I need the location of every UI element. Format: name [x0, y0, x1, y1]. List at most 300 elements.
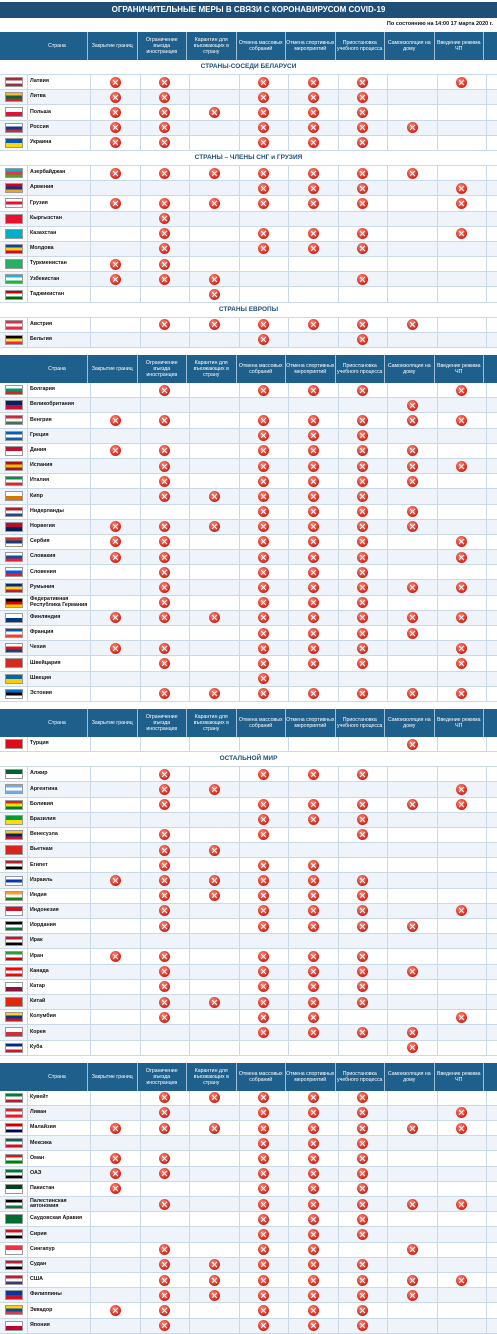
measure-cell: [339, 782, 389, 796]
measure-x-icon: [258, 582, 269, 593]
measure-cell: [388, 965, 438, 979]
measure-x-icon: [258, 1027, 269, 1038]
measure-cell: [240, 565, 290, 579]
country-name: Бразилия: [28, 813, 91, 827]
measure-cell: [141, 995, 191, 1009]
table-row: [0, 474, 497, 489]
measure-cell: [289, 580, 339, 594]
measure-x-icon: [357, 688, 368, 699]
measure-x-icon: [357, 582, 368, 593]
measure-cell: [339, 641, 389, 655]
measure-cell: [240, 580, 290, 594]
measure-x-icon: [357, 643, 368, 654]
table-row: [0, 257, 497, 272]
measure-cell: [190, 1010, 240, 1024]
measure-cell: [388, 1091, 438, 1105]
flag-cell: [0, 1227, 28, 1241]
country-name: Словакия: [28, 550, 91, 564]
measure-x-icon: [209, 274, 220, 285]
flag-icon: [5, 507, 23, 517]
measure-x-icon: [456, 688, 467, 699]
measure-cell: [289, 90, 339, 104]
flag-cell: [0, 843, 28, 857]
measure-cell: [91, 1121, 141, 1135]
measure-cell: [141, 1106, 191, 1120]
country-name: Катар: [28, 980, 91, 994]
measure-cell: [240, 611, 290, 625]
measure-cell: [190, 904, 240, 918]
measure-x-icon: [159, 845, 170, 856]
measure-cell: [289, 626, 339, 640]
measure-x-icon: [258, 183, 269, 194]
table-row: [0, 858, 497, 873]
measure-x-icon: [258, 860, 269, 871]
flag-cell: [0, 1288, 28, 1302]
measure-x-icon: [159, 552, 170, 563]
section-title: СТРАНЫ – ЧЛЕНЫ СНГ и ГРУЗИЯ: [0, 151, 497, 166]
measure-cell: [289, 565, 339, 579]
measure-x-icon: [258, 334, 269, 345]
measure-cell: [190, 212, 240, 226]
measure-x-icon: [357, 198, 368, 209]
flag-icon: [5, 643, 23, 653]
measure-cell: [240, 949, 290, 963]
flag-icon: [5, 107, 23, 117]
measure-x-icon: [209, 1123, 220, 1134]
table-row: [0, 550, 497, 565]
measure-cell: [190, 687, 240, 701]
measure-cell: [91, 1041, 141, 1055]
measure-x-icon: [407, 319, 418, 330]
measure-cell: [388, 242, 438, 256]
measure-cell: [190, 489, 240, 503]
measure-x-icon: [308, 1244, 319, 1255]
measure-cell: [438, 798, 488, 812]
measure-cell: [240, 105, 290, 119]
measure-cell: [438, 1151, 488, 1165]
flag-cell: [0, 489, 28, 503]
measure-cell: [91, 641, 141, 655]
measure-cell: [438, 550, 488, 564]
measure-cell: [141, 1182, 191, 1196]
header-country: Страна: [27, 355, 88, 383]
measure-x-icon: [308, 122, 319, 133]
measure-x-icon: [159, 461, 170, 472]
measure-cell: [438, 1258, 488, 1272]
country-name: Италия: [28, 474, 91, 488]
measure-cell: [388, 1121, 438, 1135]
table-row: [0, 843, 497, 858]
country-name: Пакистан: [28, 1182, 91, 1196]
flag-icon: [5, 1154, 23, 1164]
measure-x-icon: [357, 228, 368, 239]
country-name: Турция: [28, 737, 91, 751]
measure-x-icon: [407, 1199, 418, 1210]
measure-x-icon: [308, 814, 319, 825]
flag-icon: [5, 845, 23, 855]
measure-x-icon: [308, 1138, 319, 1149]
measure-x-icon: [456, 385, 467, 396]
table-header: [0, 354, 497, 383]
measure-cell: [388, 444, 438, 458]
country-name: Россия: [28, 121, 91, 135]
measure-cell: [91, 242, 141, 256]
header-col-6: Самоизоляция на дому: [385, 1063, 435, 1091]
measure-x-icon: [159, 274, 170, 285]
measure-cell: [190, 121, 240, 135]
table-row: [0, 889, 497, 904]
measure-x-icon: [159, 966, 170, 977]
measure-x-icon: [357, 628, 368, 639]
table-row: [0, 1319, 497, 1334]
measure-x-icon: [357, 567, 368, 578]
flag-cell: [0, 257, 28, 271]
measure-cell: [240, 1091, 290, 1105]
flag-cell: [0, 672, 28, 686]
measure-x-icon: [110, 1183, 121, 1194]
flag-cell: [0, 550, 28, 564]
measure-cell: [388, 333, 438, 347]
measure-cell: [388, 121, 438, 135]
measure-x-icon: [258, 506, 269, 517]
table-row: [0, 242, 497, 257]
measure-cell: [141, 429, 191, 443]
table-row: [0, 505, 497, 520]
measure-cell: [141, 1041, 191, 1055]
measure-x-icon: [407, 445, 418, 456]
measure-x-icon: [407, 966, 418, 977]
measure-x-icon: [357, 1320, 368, 1331]
country-name: Малайзия: [28, 1121, 91, 1135]
measure-cell: [190, 1212, 240, 1226]
measure-x-icon: [159, 228, 170, 239]
flag-icon: [5, 198, 23, 208]
measure-cell: [289, 136, 339, 150]
header-flag-cell: [0, 355, 27, 383]
measure-cell: [91, 489, 141, 503]
measure-cell: [289, 641, 339, 655]
flag-icon: [5, 1214, 23, 1224]
measure-cell: [141, 767, 191, 781]
flag-cell: [0, 626, 28, 640]
flag-cell: [0, 1182, 28, 1196]
measure-cell: [141, 565, 191, 579]
measure-cell: [388, 1243, 438, 1257]
country-name: Алжир: [28, 767, 91, 781]
measure-cell: [388, 782, 438, 796]
measure-cell: [388, 474, 438, 488]
measure-x-icon: [159, 981, 170, 992]
flag-cell: [0, 212, 28, 226]
measure-cell: [438, 813, 488, 827]
measure-cell: [240, 1319, 290, 1333]
measure-cell: [289, 687, 339, 701]
measure-cell: [388, 520, 438, 534]
measure-cell: [91, 767, 141, 781]
measure-cell: [240, 1182, 290, 1196]
measure-cell: [388, 580, 438, 594]
measure-cell: [339, 1288, 389, 1302]
measure-cell: [339, 1025, 389, 1039]
measure-cell: [339, 1303, 389, 1317]
measure-x-icon: [159, 1092, 170, 1103]
table-row: [0, 318, 497, 333]
measure-cell: [339, 965, 389, 979]
table-row: [0, 949, 497, 964]
table-row: [0, 1243, 497, 1258]
flag-cell: [0, 1121, 28, 1135]
measure-cell: [388, 1273, 438, 1287]
measure-cell: [91, 520, 141, 534]
measure-cell: [438, 333, 488, 347]
measure-cell: [240, 1288, 290, 1302]
measure-cell: [190, 813, 240, 827]
measure-cell: [438, 1182, 488, 1196]
measure-cell: [289, 919, 339, 933]
measure-cell: [289, 949, 339, 963]
measure-x-icon: [209, 1092, 220, 1103]
measure-cell: [339, 980, 389, 994]
measure-cell: [190, 949, 240, 963]
country-name: Куба: [28, 1041, 91, 1055]
measure-cell: [91, 1273, 141, 1287]
measure-x-icon: [159, 688, 170, 699]
flag-cell: [0, 1167, 28, 1181]
measure-cell: [141, 1197, 191, 1211]
measure-cell: [91, 1212, 141, 1226]
measure-cell: [289, 505, 339, 519]
measure-cell: [388, 737, 438, 751]
measure-x-icon: [110, 951, 121, 962]
flag-cell: [0, 121, 28, 135]
measure-cell: [91, 459, 141, 473]
measure-cell: [91, 626, 141, 640]
measure-cell: [141, 272, 191, 286]
measure-x-icon: [258, 1183, 269, 1194]
measure-x-icon: [357, 981, 368, 992]
flag-icon: [5, 921, 23, 931]
measure-x-icon: [159, 997, 170, 1008]
measure-x-icon: [258, 1320, 269, 1331]
row-group: [0, 1091, 497, 1334]
measure-cell: [190, 1167, 240, 1181]
country-name: Мексика: [28, 1136, 91, 1150]
measure-cell: [339, 1041, 389, 1055]
country-name: Саудовская Аравия: [28, 1212, 91, 1226]
measure-cell: [339, 1273, 389, 1287]
measure-x-icon: [456, 1275, 467, 1286]
measure-cell: [190, 965, 240, 979]
flag-cell: [0, 596, 28, 610]
measure-cell: [438, 1243, 488, 1257]
flag-cell: [0, 565, 28, 579]
measure-cell: [141, 1121, 191, 1135]
measure-cell: [388, 1197, 438, 1211]
measure-x-icon: [308, 319, 319, 330]
measure-x-icon: [308, 198, 319, 209]
measure-x-icon: [456, 658, 467, 669]
measure-cell: [141, 287, 191, 301]
flag-icon: [5, 674, 23, 684]
measure-cell: [289, 1258, 339, 1272]
table-row: [0, 1288, 497, 1303]
measure-cell: [141, 535, 191, 549]
measure-x-icon: [357, 1229, 368, 1240]
measure-cell: [141, 550, 191, 564]
measure-cell: [190, 474, 240, 488]
measure-cell: [339, 995, 389, 1009]
measure-x-icon: [308, 506, 319, 517]
measure-x-icon: [407, 628, 418, 639]
measure-x-icon: [159, 890, 170, 901]
measure-cell: [438, 782, 488, 796]
measure-cell: [388, 535, 438, 549]
measure-x-icon: [258, 168, 269, 179]
measure-cell: [190, 843, 240, 857]
measure-x-icon: [357, 1305, 368, 1316]
measure-x-icon: [258, 415, 269, 426]
measure-cell: [289, 596, 339, 610]
table-row: [0, 656, 497, 671]
measure-x-icon: [159, 769, 170, 780]
measure-cell: [91, 505, 141, 519]
measure-cell: [240, 550, 290, 564]
measure-cell: [438, 980, 488, 994]
measure-x-icon: [258, 951, 269, 962]
measure-cell: [141, 413, 191, 427]
measure-cell: [190, 1136, 240, 1150]
measure-cell: [141, 580, 191, 594]
measure-x-icon: [209, 198, 220, 209]
row-group: [0, 75, 497, 151]
measure-cell: [289, 1212, 339, 1226]
measure-cell: [240, 333, 290, 347]
measure-cell: [289, 429, 339, 443]
measure-cell: [91, 995, 141, 1009]
measure-cell: [141, 813, 191, 827]
measure-cell: [438, 1010, 488, 1024]
table-row: [0, 737, 497, 752]
measure-cell: [388, 181, 438, 195]
header-col-2: Карантин для въезжающих в страну: [187, 355, 237, 383]
header-flag-cell: [0, 1063, 27, 1091]
measure-x-icon: [258, 243, 269, 254]
flag-icon: [5, 92, 23, 102]
measure-cell: [438, 287, 488, 301]
measure-x-icon: [258, 385, 269, 396]
table-row: [0, 626, 497, 641]
measure-x-icon: [308, 461, 319, 472]
flag-icon: [5, 1184, 23, 1194]
measure-x-icon: [258, 799, 269, 810]
measure-cell: [190, 580, 240, 594]
country-name: Иран: [28, 949, 91, 963]
measures-table: [0, 31, 497, 1334]
measure-x-icon: [456, 552, 467, 563]
measure-cell: [339, 1136, 389, 1150]
measure-cell: [438, 858, 488, 872]
measure-cell: [339, 767, 389, 781]
measure-cell: [438, 90, 488, 104]
measure-cell: [190, 626, 240, 640]
measure-x-icon: [308, 476, 319, 487]
measure-cell: [289, 75, 339, 89]
measure-x-icon: [308, 1153, 319, 1164]
measure-cell: [438, 904, 488, 918]
measure-cell: [240, 75, 290, 89]
flag-cell: [0, 333, 28, 347]
measure-cell: [240, 90, 290, 104]
measure-x-icon: [407, 688, 418, 699]
measure-cell: [91, 798, 141, 812]
measure-cell: [141, 196, 191, 210]
measure-x-icon: [357, 1168, 368, 1179]
flag-cell: [0, 1151, 28, 1165]
country-name: Финляндия: [28, 611, 91, 625]
flag-cell: [0, 318, 28, 332]
measure-x-icon: [258, 1092, 269, 1103]
flag-cell: [0, 1025, 28, 1039]
measure-x-icon: [456, 198, 467, 209]
flag-cell: [0, 1106, 28, 1120]
measure-cell: [190, 565, 240, 579]
flag-cell: [0, 1303, 28, 1317]
flag-icon: [5, 967, 23, 977]
measure-cell: [289, 196, 339, 210]
table-row: [0, 1041, 497, 1056]
header-col-3: Отмена массовых собраний: [237, 355, 287, 383]
measure-cell: [388, 813, 438, 827]
measure-x-icon: [357, 461, 368, 472]
measure-cell: [240, 873, 290, 887]
measure-cell: [289, 444, 339, 458]
measure-cell: [190, 980, 240, 994]
measure-cell: [289, 1025, 339, 1039]
flag-icon: [5, 1305, 23, 1315]
header-col-1: Ограничение въезда иностранцев: [138, 355, 188, 383]
country-name: Кыргызстан: [28, 212, 91, 226]
table-row: [0, 904, 497, 919]
measure-cell: [240, 1010, 290, 1024]
measure-cell: [388, 383, 438, 397]
measure-cell: [339, 136, 389, 150]
measure-x-icon: [308, 860, 319, 871]
measure-x-icon: [258, 1305, 269, 1316]
measure-cell: [190, 272, 240, 286]
measure-x-icon: [357, 921, 368, 932]
measure-cell: [190, 1303, 240, 1317]
country-name: Оман: [28, 1151, 91, 1165]
measure-cell: [339, 565, 389, 579]
measure-cell: [190, 873, 240, 887]
measure-cell: [141, 444, 191, 458]
table-row: [0, 121, 497, 136]
measure-x-icon: [258, 567, 269, 578]
measure-cell: [240, 535, 290, 549]
measure-x-icon: [258, 1214, 269, 1225]
measure-cell: [289, 227, 339, 241]
measure-x-icon: [258, 92, 269, 103]
measure-x-icon: [209, 491, 220, 502]
measure-x-icon: [258, 476, 269, 487]
row-group: [0, 318, 497, 348]
measure-cell: [190, 1258, 240, 1272]
measure-x-icon: [308, 1092, 319, 1103]
measure-cell: [388, 1010, 438, 1024]
flag-cell: [0, 767, 28, 781]
measure-cell: [339, 121, 389, 135]
flag-icon: [5, 800, 23, 810]
